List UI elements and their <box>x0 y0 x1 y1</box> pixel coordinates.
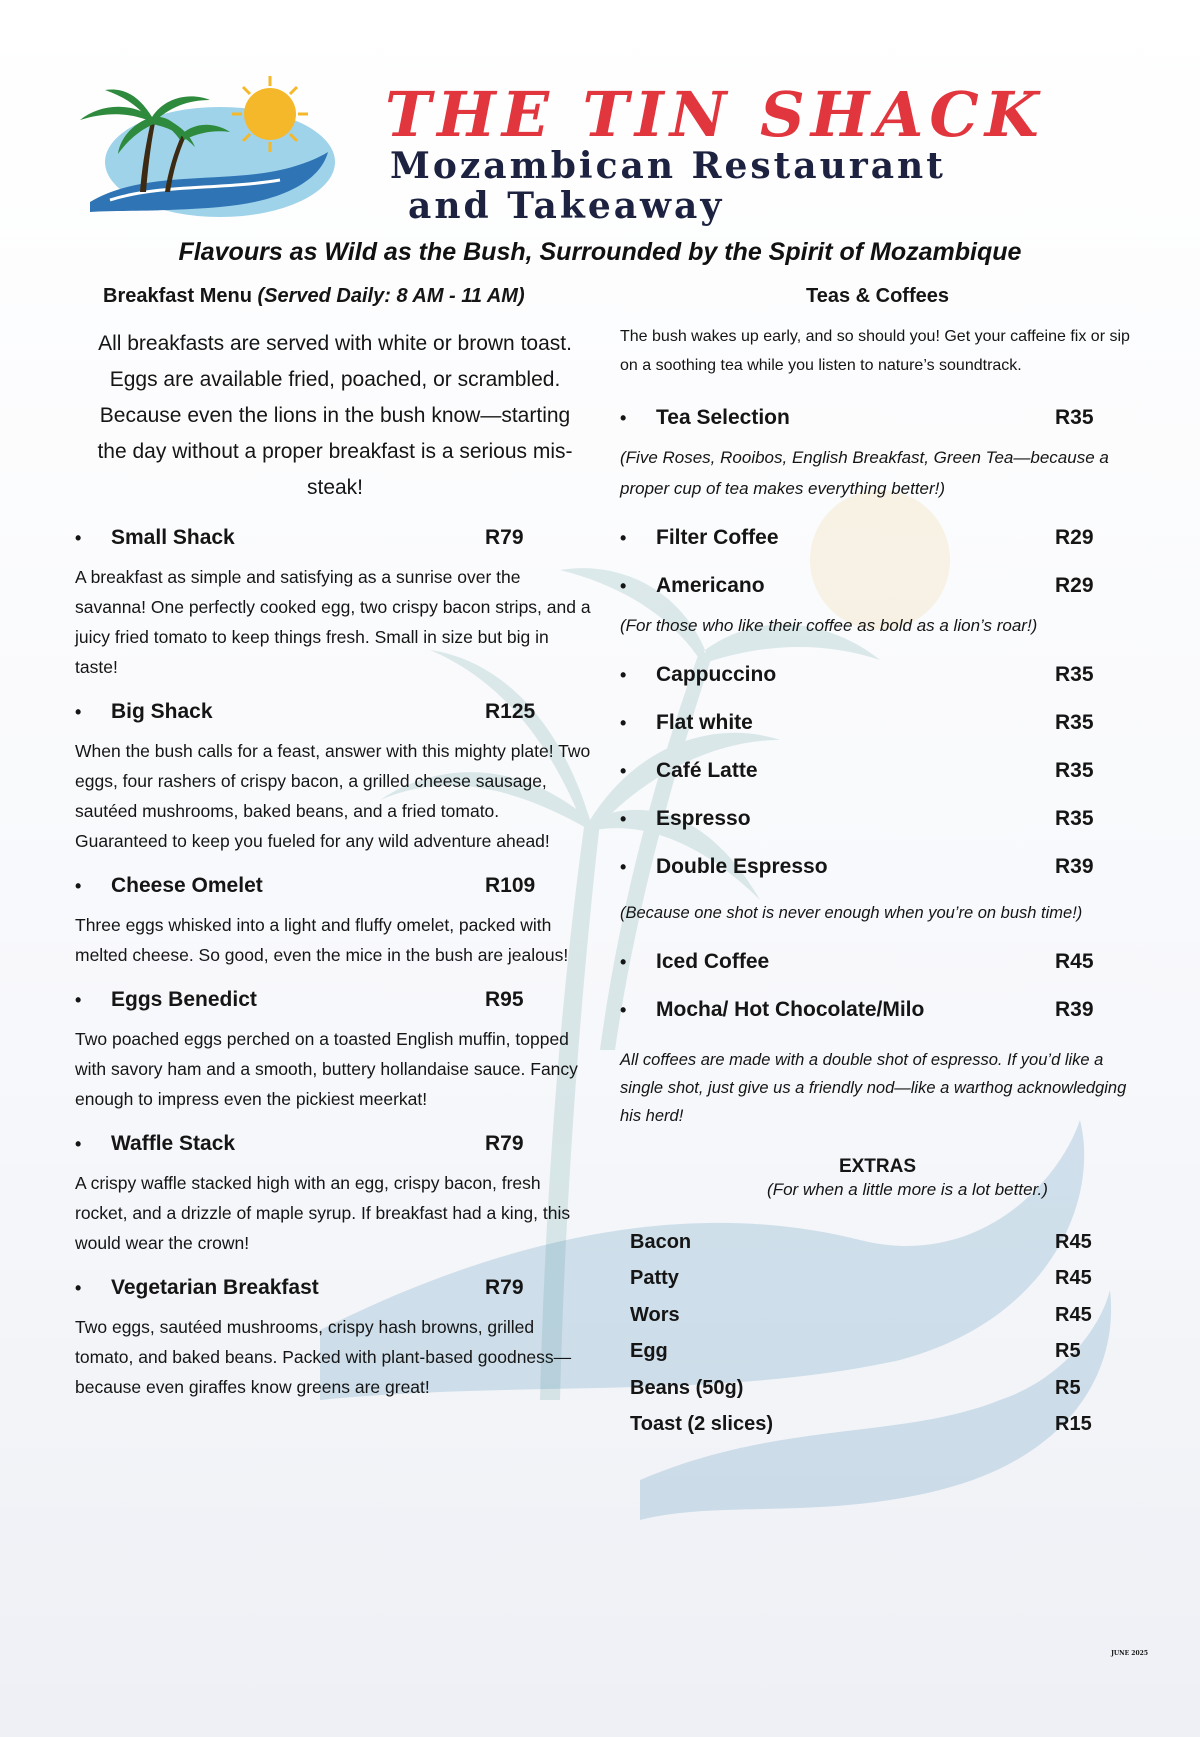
bullet: • <box>75 1277 82 1298</box>
item-price: R35 <box>1055 759 1094 782</box>
item-name: Cheese Omelet <box>111 874 263 897</box>
item-price: R35 <box>1055 807 1094 830</box>
item-name: Small Shack <box>111 526 235 549</box>
extra-name: Toast (2 slices) <box>630 1413 774 1436</box>
extra-name: Egg <box>630 1340 668 1363</box>
menu-item <box>75 694 595 856</box>
item-name: Tea Selection <box>656 406 790 429</box>
restaurant-subtitle <box>390 146 1150 226</box>
extra-item <box>620 1261 1135 1298</box>
item-description: When the bush calls for a feast, answer with this mighty plate! Two eggs, four rashers of crispy bacon, a grilled cheese sausage, sautéed mushrooms, baked beans, and a fried tomato. Guaranteed to keep you fueled for any wild adventure ahead! <box>75 741 591 851</box>
item-description: Two poached eggs perched on a toasted English muffin, topped with savory ham and a smooth, buttery hollandaise sauce. Fancy enough to impress even the pickiest meerkat! <box>75 1029 578 1109</box>
extra-item <box>620 1224 1135 1261</box>
menu-item <box>620 699 1135 747</box>
extra-name: Beans (50g) <box>630 1376 744 1399</box>
extra-price: R45 <box>1055 1267 1092 1290</box>
extra-price: R5 <box>1055 1340 1081 1363</box>
item-description: Three eggs whisked into a light and fluffy omelet, packed with melted cheese. So good, even the mice in the bush are jealous! <box>75 915 569 965</box>
menu-item <box>75 520 595 682</box>
extra-price: R45 <box>1055 1303 1092 1326</box>
item-price: R39 <box>1055 998 1094 1021</box>
bullet: • <box>75 875 82 896</box>
drinks-intro: The bush wakes up early, and so should you! Get your caffeine fix or sip on a soothing tea while you listen to nature’s soundtrack. <box>620 328 1130 374</box>
menu-item <box>620 843 1135 891</box>
item-price: R79 <box>485 1276 524 1299</box>
extra-price: R45 <box>1055 1230 1092 1253</box>
bullet: • <box>620 407 627 428</box>
bullet: • <box>620 712 627 733</box>
extras-subtitle: (For when a little more is a lot better.) <box>767 1180 1048 1199</box>
extras-section <box>620 1156 1135 1443</box>
espresso-note: (Because one shot is never enough when you’re on bush time!) <box>620 904 1083 922</box>
extra-name: Patty <box>630 1267 679 1290</box>
item-price: R35 <box>1055 406 1094 429</box>
item-description: A breakfast as simple and satisfying as a sunrise over the savanna! One perfectly cooked egg, two crispy bacon strips, and a juicy fried tomato to keep things fresh. Small in size but big in taste! <box>75 567 591 677</box>
item-price: R125 <box>485 700 536 723</box>
item-price: R95 <box>485 988 524 1011</box>
bullet: • <box>620 808 627 829</box>
tagline: Flavours as Wild as the Bush, Surrounded by the Spirit of Mozambique <box>178 238 1022 266</box>
extra-item <box>620 1334 1135 1371</box>
bullet: • <box>620 856 627 877</box>
drinks-section <box>620 285 1135 1443</box>
item-price: R45 <box>1055 950 1094 973</box>
item-price: R109 <box>485 874 536 897</box>
bullet: • <box>75 989 82 1010</box>
item-price: R79 <box>485 1132 524 1155</box>
item-description: A crispy waffle stacked high with an egg, crispy bacon, fresh rocket, and a drizzle of maple syrup. If breakfast had a king, this would wear the crown! <box>75 1173 571 1253</box>
menu-item <box>75 982 595 1114</box>
item-name: Espresso <box>656 807 751 830</box>
item-name: Flat white <box>656 711 753 734</box>
menu-item <box>620 986 1135 1034</box>
extra-item <box>620 1297 1135 1334</box>
breakfast-intro: All breakfasts are served with white or brown toast. Eggs are available fried, poached, or scrambled. Because even the lions in the bush know—starting the day without a proper breakfast is a serious mis-steak! <box>97 332 573 499</box>
bullet: • <box>620 575 627 596</box>
coffee-closing-note: All coffees are made with a double shot of espresso. If you’d like a single shot, just give us a friendly nod—like a warthog acknowledging his herd! <box>620 1051 1127 1125</box>
item-price: R79 <box>485 526 524 549</box>
item-name: Cappuccino <box>656 663 777 686</box>
breakfast-heading-label: Breakfast Menu <box>103 285 252 307</box>
item-price: R35 <box>1055 663 1094 686</box>
menu-item <box>620 651 1135 699</box>
breakfast-section <box>75 285 595 1414</box>
extras-title: EXTRAS <box>838 1156 917 1177</box>
menu-item <box>620 938 1135 986</box>
item-description: Two eggs, sautéed mushrooms, crispy hash browns, grilled tomato, and baked beans. Packed with plant-based goodness—because even giraffes know greens are great! <box>75 1317 572 1397</box>
footer-date: JUNE 2025 <box>1111 1650 1148 1657</box>
bullet: • <box>620 664 627 685</box>
menu-item <box>75 1126 595 1258</box>
breakfast-heading <box>103 285 595 308</box>
menu-item <box>620 562 1135 610</box>
logo-palm-sun-wave-icon <box>70 72 340 222</box>
extra-price: R15 <box>1055 1413 1092 1436</box>
item-name: Café Latte <box>656 759 758 782</box>
item-name: Big Shack <box>111 700 213 723</box>
menu-item <box>620 394 1135 442</box>
drinks-heading: Teas & Coffees <box>805 285 949 307</box>
bullet: • <box>620 527 627 548</box>
item-name: Double Espresso <box>656 855 828 878</box>
extra-price: R5 <box>1055 1376 1081 1399</box>
bullet: • <box>620 999 627 1020</box>
extra-name: Wors <box>630 1303 680 1326</box>
item-price: R29 <box>1055 574 1094 597</box>
bullet: • <box>75 527 82 548</box>
americano-note: (For those who like their coffee as bold as a lion’s roar!) <box>620 616 1038 635</box>
menu-item <box>620 795 1135 843</box>
item-name: Eggs Benedict <box>111 988 257 1011</box>
bullet: • <box>75 701 82 722</box>
bullet: • <box>620 951 627 972</box>
breakfast-hours: (Served Daily: 8 AM - 11 AM) <box>257 285 525 307</box>
restaurant-title: THE TIN SHACK <box>385 78 1045 151</box>
bullet: • <box>620 760 627 781</box>
tea-note: (Five Roses, Rooibos, English Breakfast, Green Tea—because a proper cup of tea makes everything better!) <box>620 448 1109 498</box>
menu-item <box>75 1270 595 1402</box>
item-price: R35 <box>1055 711 1094 734</box>
extra-item <box>620 1407 1135 1444</box>
menu-item <box>75 868 595 970</box>
extra-item <box>620 1370 1135 1407</box>
subtitle-line-1: Mozambican Restaurant <box>390 145 946 187</box>
item-name: Vegetarian Breakfast <box>111 1276 319 1299</box>
item-name: Mocha/ Hot Chocolate/Milo <box>656 998 925 1021</box>
bullet: • <box>75 1133 82 1154</box>
menu-item <box>620 514 1135 562</box>
item-name: Filter Coffee <box>656 526 779 549</box>
item-price: R39 <box>1055 855 1094 878</box>
extra-name: Bacon <box>630 1230 692 1253</box>
subtitle-line-2: and Takeaway <box>408 185 725 227</box>
item-name: Waffle Stack <box>111 1132 236 1155</box>
item-price: R29 <box>1055 526 1094 549</box>
item-name: Americano <box>656 574 765 597</box>
menu-item <box>620 747 1135 795</box>
item-name: Iced Coffee <box>656 950 770 973</box>
